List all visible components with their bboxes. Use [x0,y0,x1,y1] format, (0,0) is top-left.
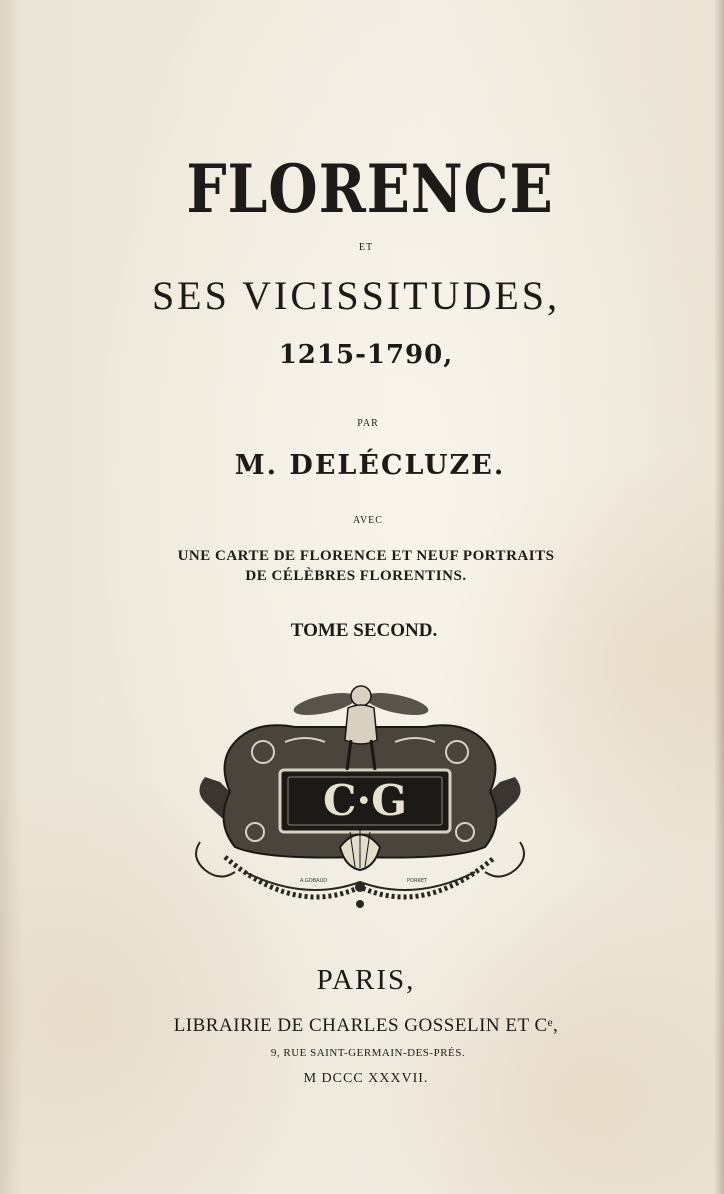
svg-text:PORRET: PORRET [407,878,428,884]
svg-text:C·G: C·G [323,776,407,825]
title-conjunction: ET [358,242,374,253]
date-range: 1215-1790, [278,340,454,370]
book-title: FLORENCE [186,150,554,228]
publisher-address: 9, RUE SAINT-GERMAIN-DES-PRÉS. [270,1047,466,1059]
publication-city: PARIS, [316,964,416,996]
description-line-1: UNE CARTE DE FLORENCE ET NEUF PORTRAITS [177,548,555,564]
publisher-name: LIBRAIRIE DE CHARLES GOSSELIN ET Cᵉ, [173,1015,559,1036]
publication-year: M DCCC XXXVII. [303,1071,429,1086]
description-line-2: DE CÉLÈBRES FLORENTINS. [245,568,467,584]
book-subtitle: SES VICISSITUDES, [151,273,561,318]
by-label: PAR [357,418,379,429]
with-label: AVEC [353,515,383,526]
publisher-mark-icon [185,682,535,920]
volume-label: TOME SECOND. [290,620,438,641]
svg-text:A.GOBAUD: A.GOBAUD [300,878,328,884]
author-name: M. DELÉCLUZE. [234,450,506,481]
